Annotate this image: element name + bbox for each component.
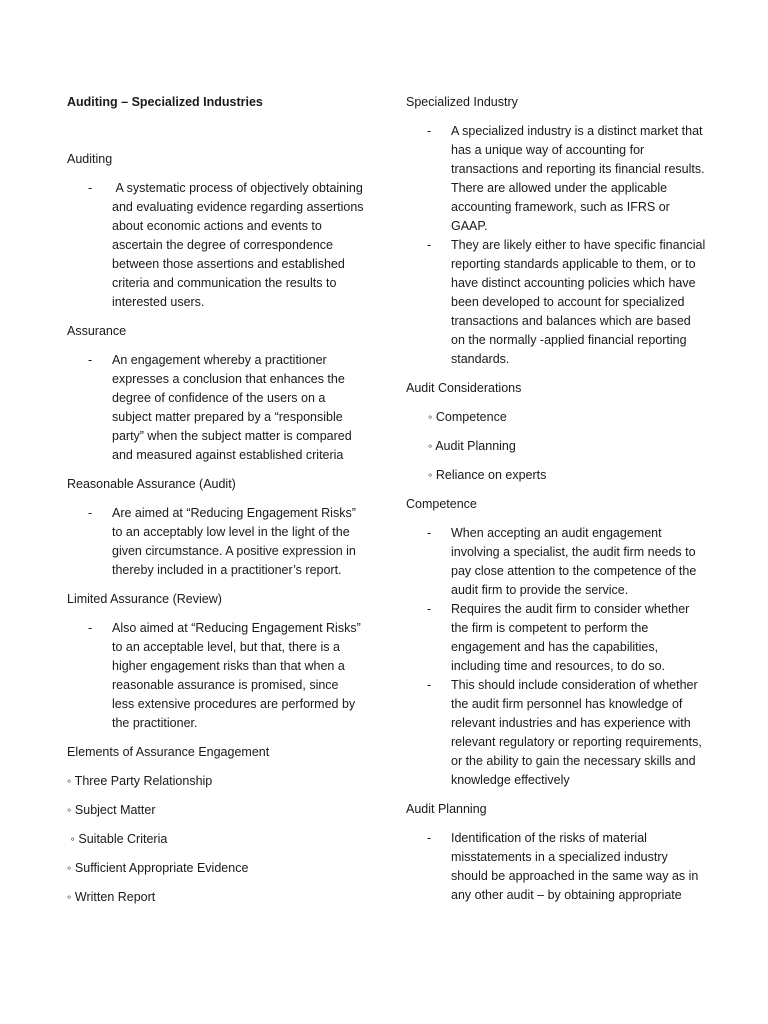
list-item [406,236,706,369]
element-bullet: ◦ Subject Matter [67,803,156,817]
list-item-text: Identification of the risks of material misstatements in a specialized industry should be approached in the same way as in any other audit – by obtaining appropriate [451,831,699,902]
list-item-text: This should include consideration of whether the audit firm personnel has knowledge of relevant industries and has experience with relevant regulatory or reporting requirements, or the ability to gain the necessary skills and knowledge effectively [451,678,702,787]
specialized-industry-list [406,122,706,369]
limited-assurance-list [67,619,367,733]
dash-marker: - [427,238,432,252]
element-bullet: ◦ Sufficient Appropriate Evidence [67,861,249,875]
heading-reasonable-assurance: Reasonable Assurance (Audit) [67,477,236,491]
heading-audit-considerations: Audit Considerations [406,381,522,395]
dash-marker: - [88,506,93,520]
list-item-text: An engagement whereby a practitioner expresses a conclusion that enhances the degree of confidence of the users on a subject matter prepared by a “responsible party” when the subject matter is compared and measured against established criteria [112,353,352,462]
list-item [406,122,706,236]
list-item-text: When accepting an audit engagement involving a specialist, the audit firm needs to pay close attention to the competence of the audit firm to provide the service. [451,526,697,597]
right-column [406,93,706,905]
heading-elements: Elements of Assurance Engagement [67,745,270,759]
list-item-text: A specialized industry is a distinct market that has a unique way of accounting for transactions and reporting its financial results. There are allowed under the applicable accounting framework, such as IFRS or GAAP. [451,124,705,233]
dash-marker: - [427,602,432,616]
dash-marker: - [427,678,432,692]
heading-limited-assurance: Limited Assurance (Review) [67,592,222,606]
heading-assurance: Assurance [67,324,127,338]
list-item [67,179,364,312]
list-item-text: Requires the audit firm to consider whether the firm is competent to perform the engagement and has the capabilities, including time and resources, to do so. [451,602,690,673]
list-item [67,619,364,733]
list-item-text: A systematic process of objectively obtaining and evaluating evidence regarding assertions about economic actions and events to ascertain the degree of correspondence between those assertions and established criteria and communication the results to interested users. [112,181,364,309]
list-item [406,524,706,600]
list-item [406,829,706,905]
dash-marker: - [427,526,432,540]
heading-auditing: Auditing [67,152,113,166]
list-item [406,600,706,676]
reasonable-assurance-list [67,504,367,580]
element-bullet: ◦ Three Party Relationship [67,774,213,788]
assurance-list [67,351,367,465]
dash-marker: - [88,621,93,635]
heading-specialized-industry: Specialized Industry [406,95,518,109]
consideration-bullet: ◦ Competence [428,410,507,424]
list-item-text: Also aimed at “Reducing Engagement Risks” to an acceptable level, but that, there is a higher engagement risks than that when a reasonable assurance is promised, since less extensive procedures are performed by the practitioner. [112,621,361,730]
dash-marker: - [88,181,93,195]
dash-marker: - [88,353,93,367]
heading-competence: Competence [406,497,477,511]
heading-audit-planning: Audit Planning [406,802,487,816]
list-item [67,351,364,465]
list-item [67,504,364,580]
left-column [67,93,367,907]
consideration-bullet: ◦ Reliance on experts [428,468,547,482]
dash-marker: - [427,831,432,845]
audit-planning-list [406,829,706,905]
list-item-text: Are aimed at “Reducing Engagement Risks” to an acceptably low level in the light of the given circumstance. A positive expression in thereby included in a practitioner’s report. [112,506,356,577]
dash-marker: - [427,124,432,138]
auditing-list [67,179,367,312]
document-title: Auditing – Specialized Industries [67,95,263,109]
list-item [406,676,706,790]
competence-list [406,524,706,790]
element-bullet: ◦ Suitable Criteria [67,832,168,846]
element-bullet: ◦ Written Report [67,890,156,904]
consideration-bullet: ◦ Audit Planning [428,439,516,453]
list-item-text: They are likely either to have specific financial reporting standards applicable to them, or to have distinct accounting policies which have been developed to account for specialized transactions and balances which are based on the normally -applied financial reporting standards. [451,238,706,366]
